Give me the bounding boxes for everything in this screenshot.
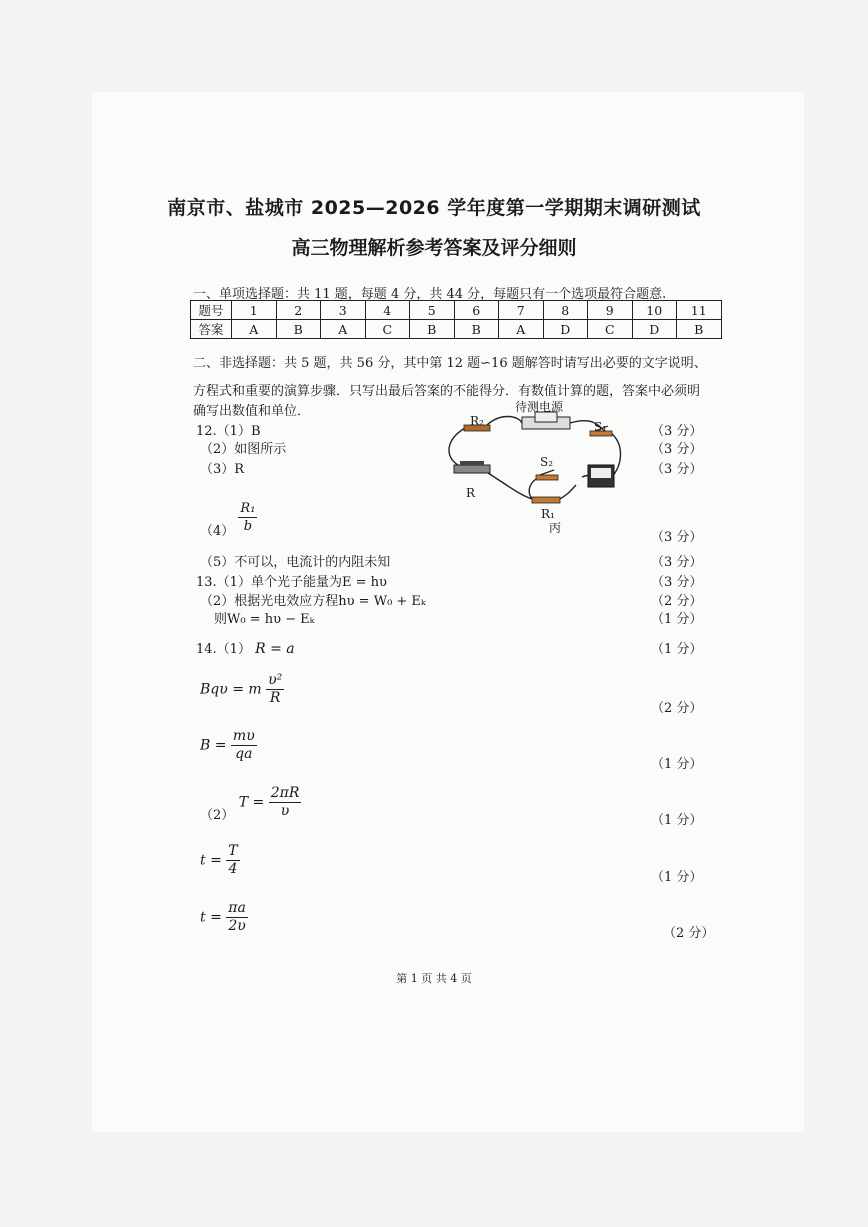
q14-part2-number: （2）: [200, 807, 235, 823]
fraction-numerator: mυ: [232, 728, 255, 744]
circuit-label-r2: R₂: [470, 414, 484, 428]
table-cell: 11: [677, 301, 722, 320]
score-14-6: （2 分）: [663, 926, 715, 941]
q12-part5: （5）不可以，电流计的内阻未知: [200, 555, 391, 570]
circuit-label-source: 待测电源: [515, 400, 564, 414]
circuit-label-s2: S₂: [540, 455, 554, 469]
fraction-denominator: 4: [228, 861, 238, 877]
score-14-4: （1 分）: [651, 813, 703, 828]
q12-part3: （3）R: [200, 462, 245, 477]
switch-s2-shape: [536, 470, 558, 480]
table-cell: 3: [321, 301, 366, 320]
score-14-5: （1 分）: [651, 870, 703, 885]
circuit-label-r1: R₁: [541, 507, 555, 521]
eq-left: t =: [200, 909, 222, 926]
fraction-denominator: υ: [280, 803, 290, 819]
fraction-denominator: b: [243, 519, 253, 534]
fraction-denominator: 2υ: [228, 918, 246, 934]
fraction-denominator: R: [269, 690, 281, 706]
page-footer: 第 1 页 共 4 页: [396, 972, 472, 985]
document-title: 南京市、盐城市 2025—2026 学年度第一学期期末调研测试: [167, 197, 701, 219]
q12-part2: （2）如图所示: [200, 442, 287, 457]
table-cell: A: [232, 320, 277, 339]
table-cell: C: [588, 320, 633, 339]
fraction-denominator: qa: [235, 746, 253, 762]
score-12-2: （3 分）: [651, 442, 703, 457]
eq-fraction: [269, 785, 302, 820]
q12-part1: 12.（1）B: [196, 424, 261, 439]
score-14-3: （1 分）: [651, 757, 703, 772]
table-cell: 7: [499, 301, 544, 320]
table-cell: 6: [454, 301, 499, 320]
table-cell-label: 题号: [191, 301, 232, 320]
eq-fraction: [231, 728, 257, 763]
circuit-caption: 丙: [549, 521, 562, 535]
resistor-r1-shape: [532, 497, 560, 503]
table-cell-label: 答案: [191, 320, 232, 339]
score-12-4: （3 分）: [651, 530, 703, 545]
circuit-label-s1: S₁: [594, 420, 608, 434]
rheostat-r-shape: [454, 461, 490, 473]
table-cell: 9: [588, 301, 633, 320]
table-cell: B: [454, 320, 499, 339]
eq-left: t =: [200, 852, 222, 869]
eq-fraction: [226, 900, 248, 935]
document-subtitle: 高三物理解析参考答案及评分细则: [291, 237, 577, 259]
eq-left: Bqυ = m: [200, 681, 262, 698]
answer-table: [190, 300, 722, 339]
q13-part3: 则W₀ = hυ − Eₖ: [214, 612, 315, 627]
table-cell: D: [543, 320, 588, 339]
q12-part4-fraction: [238, 500, 257, 535]
q13-part2: （2）根据光电效应方程hυ = W₀ + Eₖ: [200, 594, 426, 609]
table-cell: 10: [632, 301, 677, 320]
score-12-5: （3 分）: [651, 555, 703, 570]
score-13-2: （2 分）: [651, 594, 703, 609]
score-12-3: （3 分）: [651, 462, 703, 477]
q14-part1-label: [196, 638, 295, 657]
table-cell: 4: [365, 301, 410, 320]
q13-part1: 13.（1）单个光子能量为E = hυ: [196, 575, 387, 590]
table-cell: 8: [543, 301, 588, 320]
table-cell: B: [677, 320, 722, 339]
score-13-1: （3 分）: [651, 575, 703, 590]
score-12-1: （3 分）: [651, 424, 703, 439]
section2-intro-line3: 确写出数值和单位．: [193, 404, 311, 419]
table-cell: 5: [410, 301, 455, 320]
eq-left: B =: [200, 737, 227, 754]
q14-part1-number: 14.（1）: [196, 642, 251, 657]
table-cell: 1: [232, 301, 277, 320]
q12-part4: [200, 500, 257, 539]
q14-eq-force: [200, 672, 284, 707]
section2-intro-line1: 二、非选择题：共 5 题，共 56 分，其中第 12 题∽16 题解答时请写出必要的文字说明、: [193, 356, 707, 371]
table-cell: C: [365, 320, 410, 339]
fraction-numerator: πa: [228, 900, 246, 916]
q14-eq-period: [200, 785, 301, 823]
eq-fraction: [266, 672, 284, 707]
score-13-3: （1 分）: [651, 612, 703, 627]
fraction-numerator: 2πR: [270, 785, 300, 801]
section1-intro: 一、单项选择题：共 11 题，每题 4 分，共 44 分，每题只有一个选项最符合题意.: [193, 287, 667, 302]
score-14-2: （2 分）: [651, 701, 703, 716]
galvanometer-shape: [588, 465, 614, 487]
fraction-numerator: T: [228, 843, 238, 859]
table-cell: A: [321, 320, 366, 339]
circuit-label-r: R: [466, 486, 476, 500]
fraction-numerator: υ²: [268, 672, 283, 688]
section2-intro-line2: 方程式和重要的演算步骤．只写出最后答案的不能得分．有数值计算的题，答案中必须明: [193, 384, 701, 399]
q14-eq-t-final: [200, 900, 248, 935]
eq-fraction: [226, 843, 239, 878]
table-row-numbers: [191, 301, 722, 320]
table-row-answers: [191, 320, 722, 339]
table-cell: A: [499, 320, 544, 339]
q14-eq-r: R = a: [255, 641, 295, 657]
eq-left: T =: [238, 794, 265, 811]
table-cell: 2: [276, 301, 321, 320]
table-cell: B: [276, 320, 321, 339]
q14-eq-t-quarter: [200, 843, 240, 878]
table-cell: D: [632, 320, 677, 339]
fraction-numerator: R₁: [240, 501, 256, 516]
score-14-1: （1 分）: [651, 642, 703, 657]
table-cell: B: [410, 320, 455, 339]
q12-part4-label: （4）: [200, 524, 235, 539]
q14-eq-b: [200, 728, 257, 763]
